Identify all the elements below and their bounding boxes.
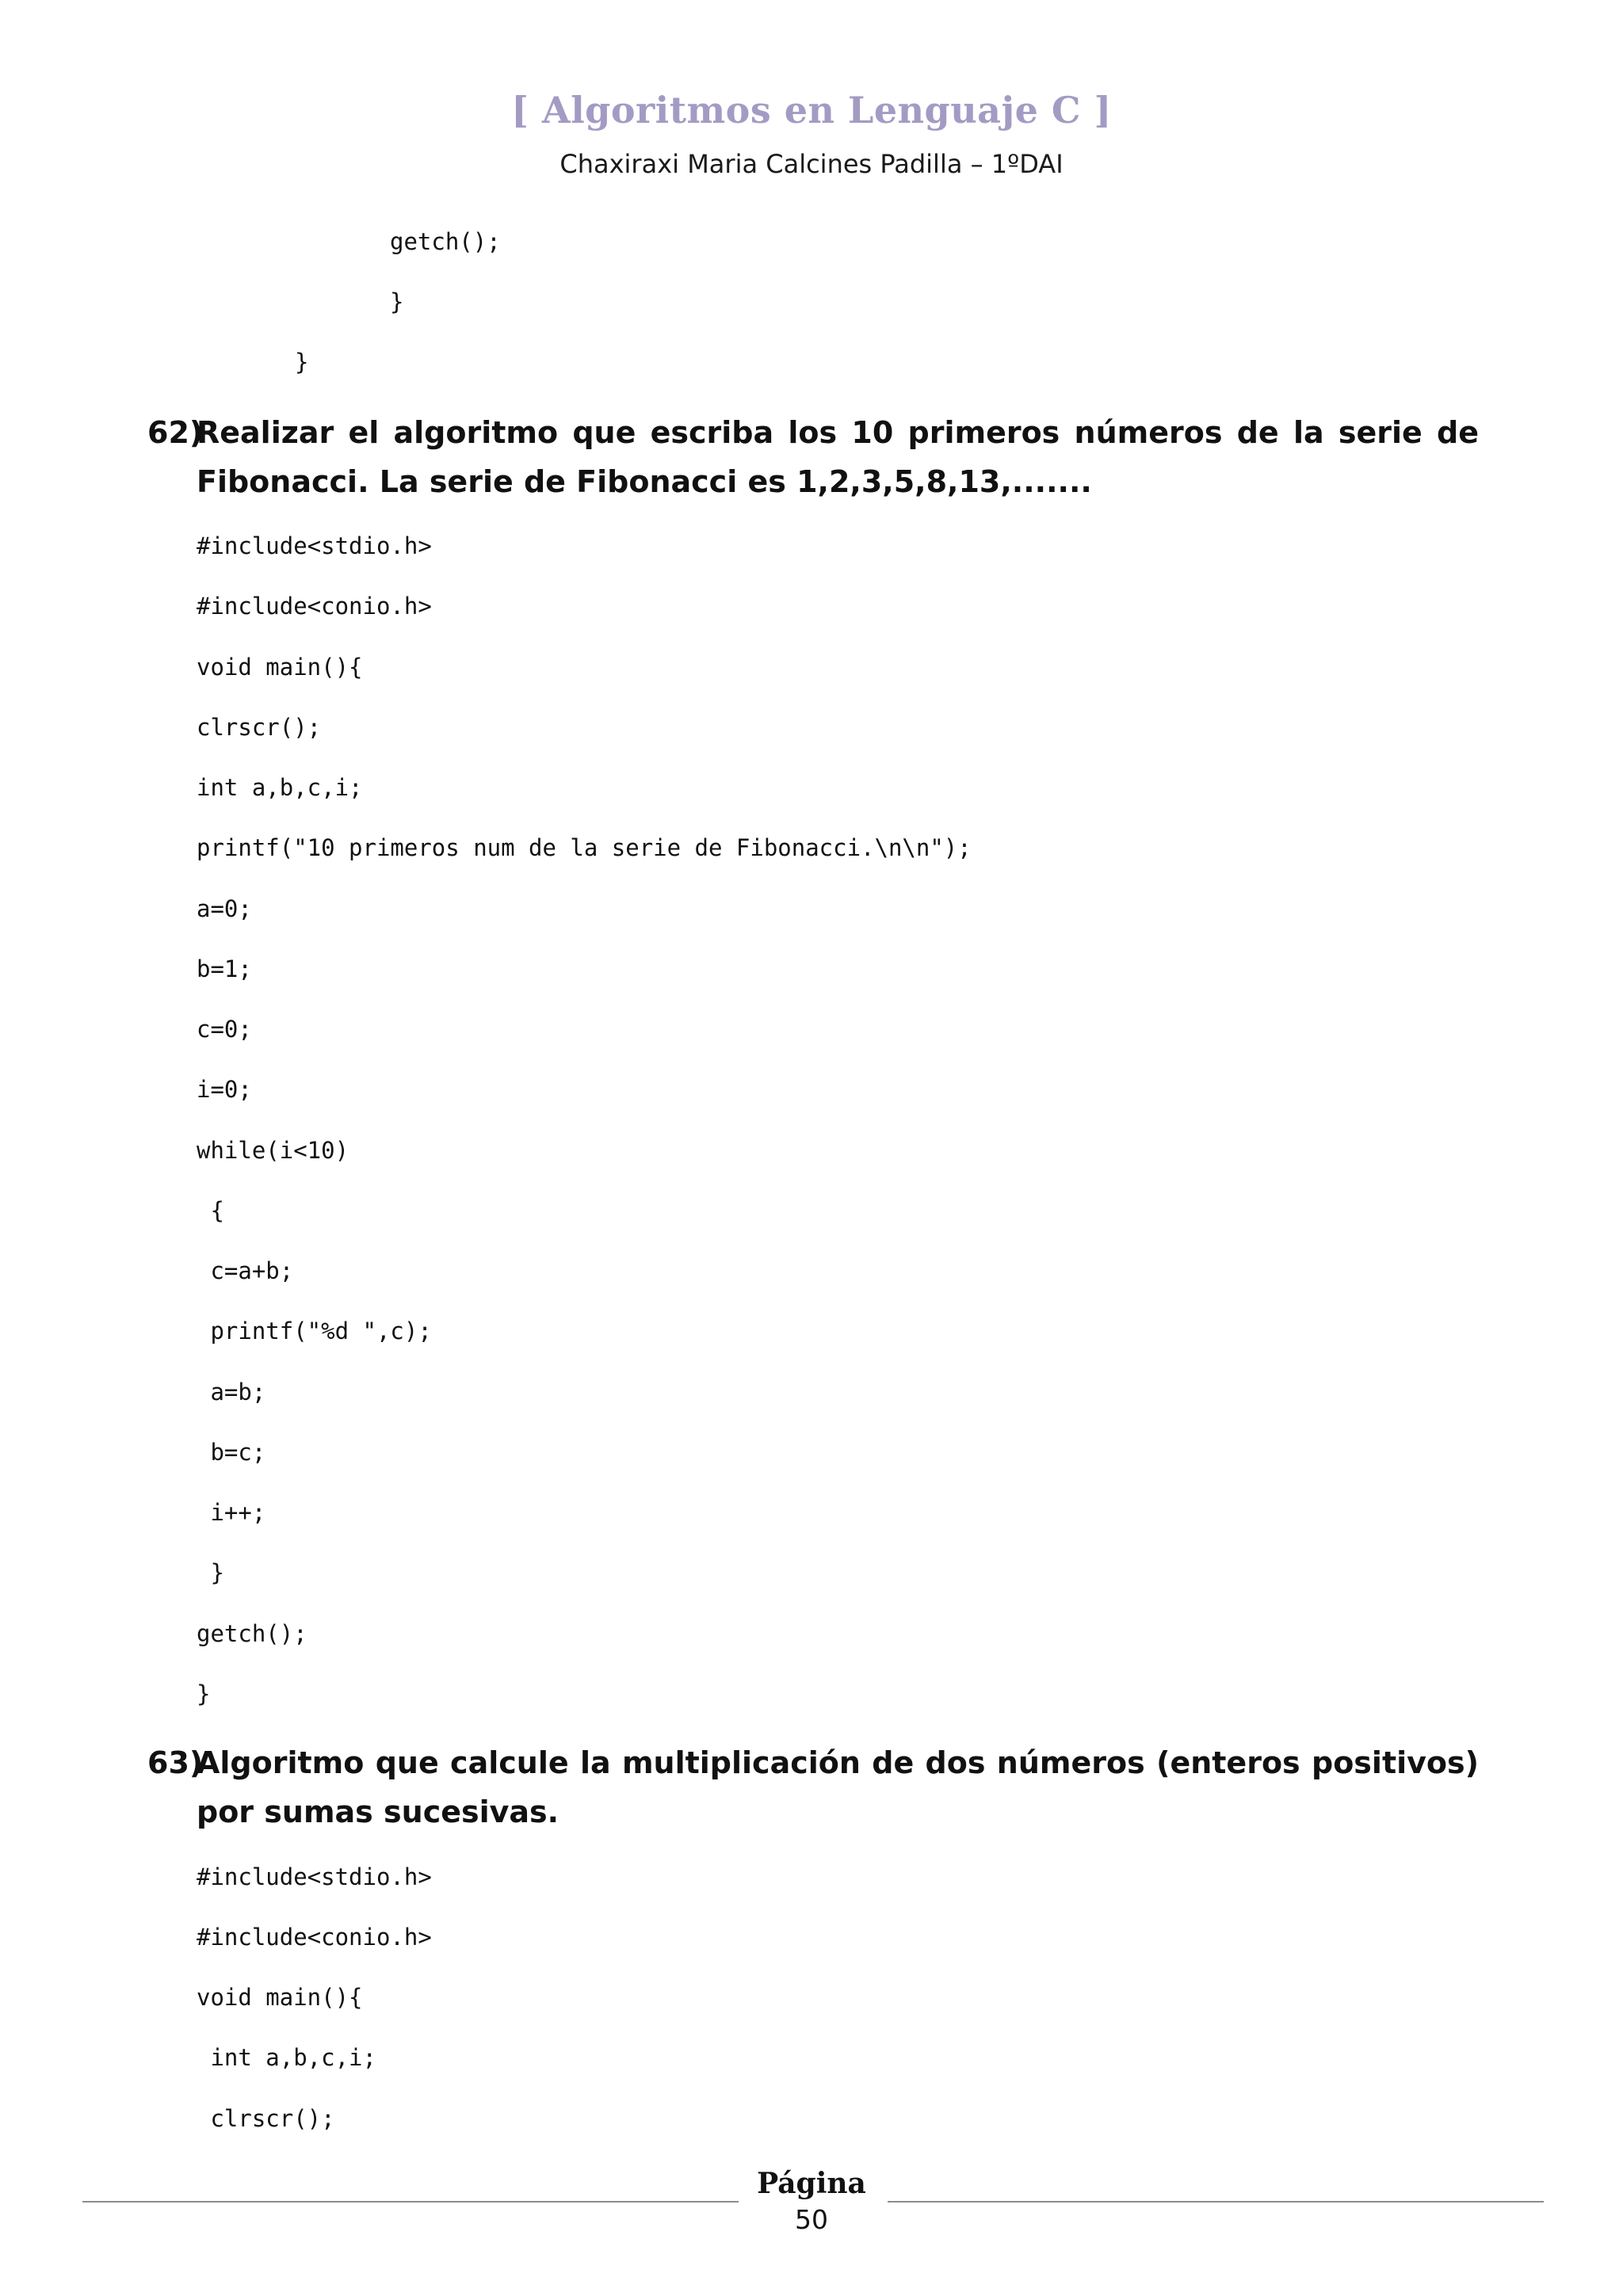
code-line: } [197, 1559, 224, 1586]
code-line: b=1; [197, 955, 252, 982]
header-subtitle: Chaxiraxi Maria Calcines Padilla – 1ºDAI [559, 149, 1064, 179]
question-text: Algoritmo que calcule la multiplicación de dos números (enteros positivos) por sumas sucesivas. [197, 1745, 1479, 1829]
code-line: clrscr(); [197, 2105, 335, 2132]
code-line: { [197, 1197, 224, 1224]
code-line: getch(); [197, 1620, 307, 1647]
code-line: i=0; [197, 1076, 252, 1103]
code-line: a=0; [197, 895, 252, 922]
code-line: int a,b,c,i; [197, 2044, 376, 2071]
footer-rule-right [888, 2201, 1544, 2203]
header-title: [ Algoritmos en Lenguaje C ] [511, 89, 1112, 132]
code-line: void main(){ [197, 1984, 363, 2011]
footer-rule-left [82, 2201, 739, 2203]
code-line: void main(){ [197, 654, 363, 681]
question-number: 63) [147, 1745, 204, 1780]
code-line: c=0; [197, 1016, 252, 1043]
question-63 [147, 1738, 1479, 1836]
code-line: while(i<10) [197, 1137, 349, 1164]
code-line: int a,b,c,i; [197, 774, 363, 801]
code-line: a=b; [197, 1379, 266, 1405]
code-line: #include<stdio.h> [197, 1863, 432, 1890]
code-line: #include<conio.h> [197, 593, 432, 620]
question-62 [147, 408, 1479, 506]
code-line: } [390, 288, 404, 315]
code-line: #include<stdio.h> [197, 532, 432, 559]
code-line: getch(); [390, 228, 501, 255]
question-number: 62) [147, 415, 204, 450]
footer-page-number: 50 [795, 2204, 828, 2235]
code-line: b=c; [197, 1439, 266, 1466]
code-line: printf("10 primeros num de la serie de Fibonacci.\n\n"); [197, 834, 972, 861]
code-line: c=a+b; [197, 1257, 294, 1284]
code-line: #include<conio.h> [197, 1924, 432, 1951]
code-line: } [295, 349, 309, 376]
footer-page-label: Página [757, 2167, 866, 2200]
code-line: clrscr(); [197, 714, 322, 741]
question-text: Realizar el algoritmo que escriba los 10 primeros números de la serie de Fibonacci. La serie de Fibonacci es 1,2,3,5,8,13,....... [197, 415, 1479, 499]
code-line: } [197, 1680, 211, 1707]
code-line: printf("%d ",c); [197, 1318, 432, 1344]
code-line: i++; [197, 1499, 266, 1526]
